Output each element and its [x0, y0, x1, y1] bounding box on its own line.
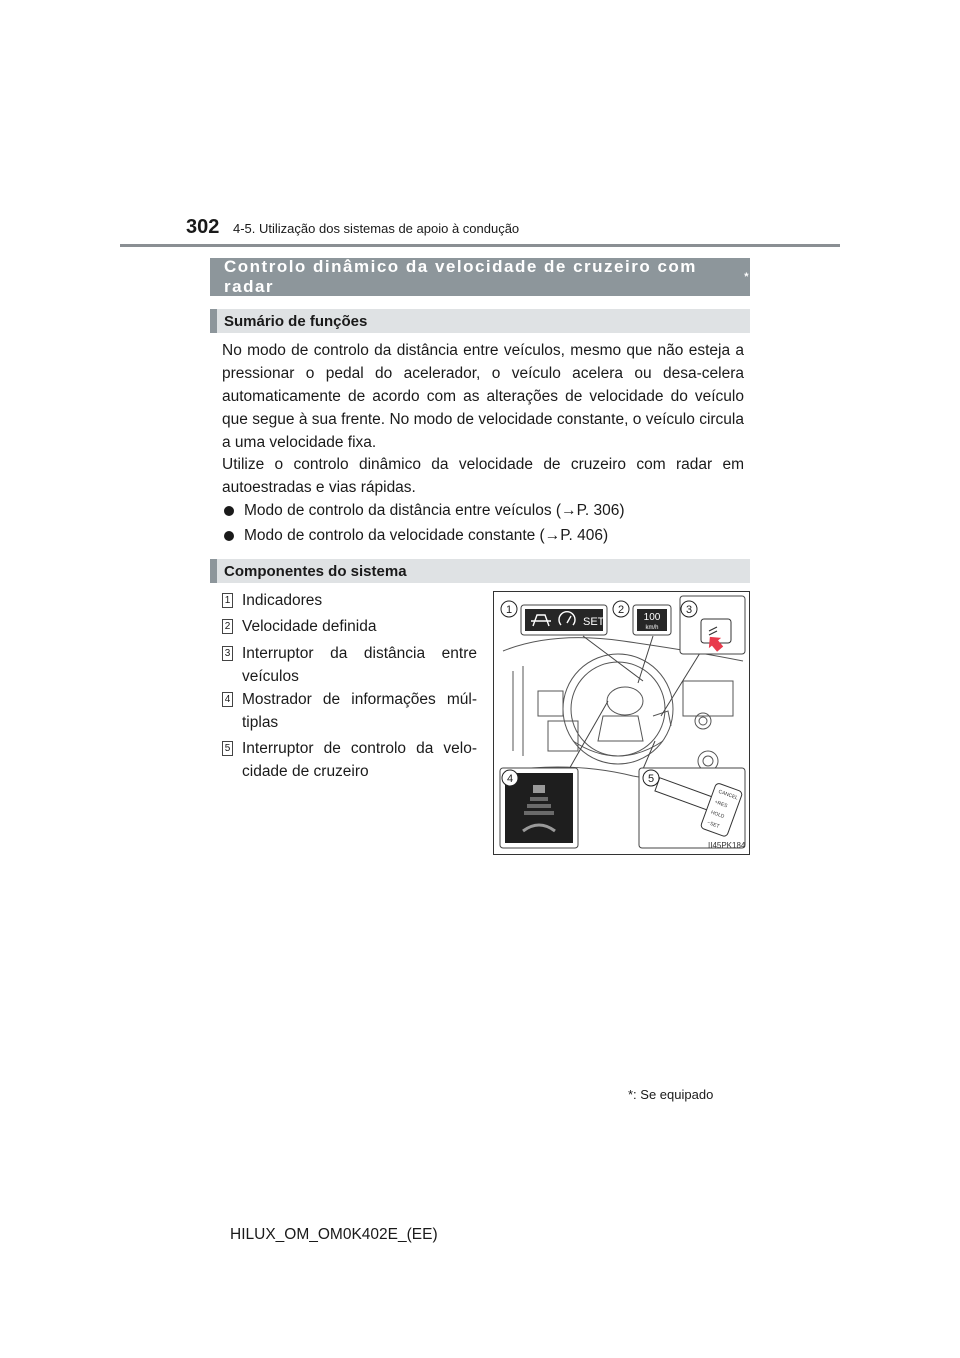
bullet-text: Modo de controlo da distância entre veículos (→P. 306) — [244, 502, 625, 519]
callout-5 — [643, 770, 659, 786]
header-rule — [120, 244, 840, 247]
svg-text:3: 3 — [685, 604, 693, 616]
set-speed-unit: km/h — [645, 625, 659, 631]
component-item — [222, 589, 477, 612]
footnote: *: Se equipado — [628, 1087, 714, 1102]
set-indicator-label: SET — [583, 616, 605, 628]
summary-paragraph-1: No modo de controlo da distância entre veículos, mesmo que não esteja a pressionar o pedal do acelerador, o veículo acelera ou desa-celera automaticamente de acordo com as alterações de velocidade do veículo que segue à sua frente. No modo de velocidade constante, o veículo circula a uma velocidade fixa. — [222, 342, 744, 451]
figure-code: II45PK184 — [708, 841, 746, 850]
component-label: Indicadores — [242, 592, 323, 609]
lever-label-res: +RES — [713, 799, 729, 810]
component-label: Interruptor da distância entre veículos — [242, 645, 477, 685]
callout-3 — [681, 601, 697, 617]
component-label: Interruptor de controlo da velo-cidade de cruzeiro — [242, 740, 477, 780]
callout-1 — [501, 601, 517, 617]
lever-label-cancel: CANCEL — [717, 788, 739, 802]
component-item — [222, 642, 477, 688]
system-components-illustration — [493, 591, 750, 855]
bullet-item — [222, 499, 625, 522]
component-label: Velocidade definida — [242, 618, 377, 635]
component-number: 4 — [222, 692, 233, 707]
svg-text:2: 2 — [617, 604, 625, 616]
component-label: Mostrador de informações múl-tiplas — [242, 691, 477, 731]
svg-text:4: 4 — [506, 773, 514, 785]
components-heading: Componentes do sistema — [210, 559, 750, 583]
summary-paragraph-2: Utilize o controlo dinâmico da velocidade de cruzeiro com radar em autoestradas e vias rápidas. — [222, 456, 744, 496]
page-number: 302 — [186, 216, 220, 238]
bullet-item — [222, 524, 608, 547]
bullet-icon — [224, 506, 234, 516]
svg-text:5: 5 — [647, 773, 655, 785]
component-number: 1 — [222, 593, 233, 608]
document-code-footer: HILUX_OM_OM0K402E_(EE) — [230, 1226, 438, 1243]
equipped-mark: * — [744, 271, 750, 283]
section-title: 4-5. Utilização dos sistemas de apoio à condução — [233, 221, 520, 236]
svg-text:1: 1 — [505, 604, 513, 616]
component-item — [222, 615, 477, 638]
component-number: 5 — [222, 741, 233, 756]
callout-4 — [502, 770, 518, 786]
summary-heading: Sumário de funções — [210, 309, 750, 333]
lever-label-set: −SET — [706, 819, 721, 830]
set-speed-value: 100 — [643, 612, 661, 623]
chapter-title: Controlo dinâmico da velocidade de cruzeiro com radar — [224, 257, 697, 296]
component-item — [222, 737, 477, 783]
callout-2 — [613, 601, 629, 617]
bullet-text: Modo de controlo da velocidade constante (→P. 406) — [244, 527, 609, 544]
component-number: 3 — [222, 646, 233, 661]
chapter-title-bar — [210, 258, 750, 296]
component-number: 2 — [222, 619, 233, 634]
lever-label-hold: HOLD — [709, 809, 726, 820]
speed-panel — [633, 605, 671, 635]
indicator-panel — [521, 605, 607, 635]
bullet-icon — [224, 531, 234, 541]
component-item — [222, 688, 477, 734]
